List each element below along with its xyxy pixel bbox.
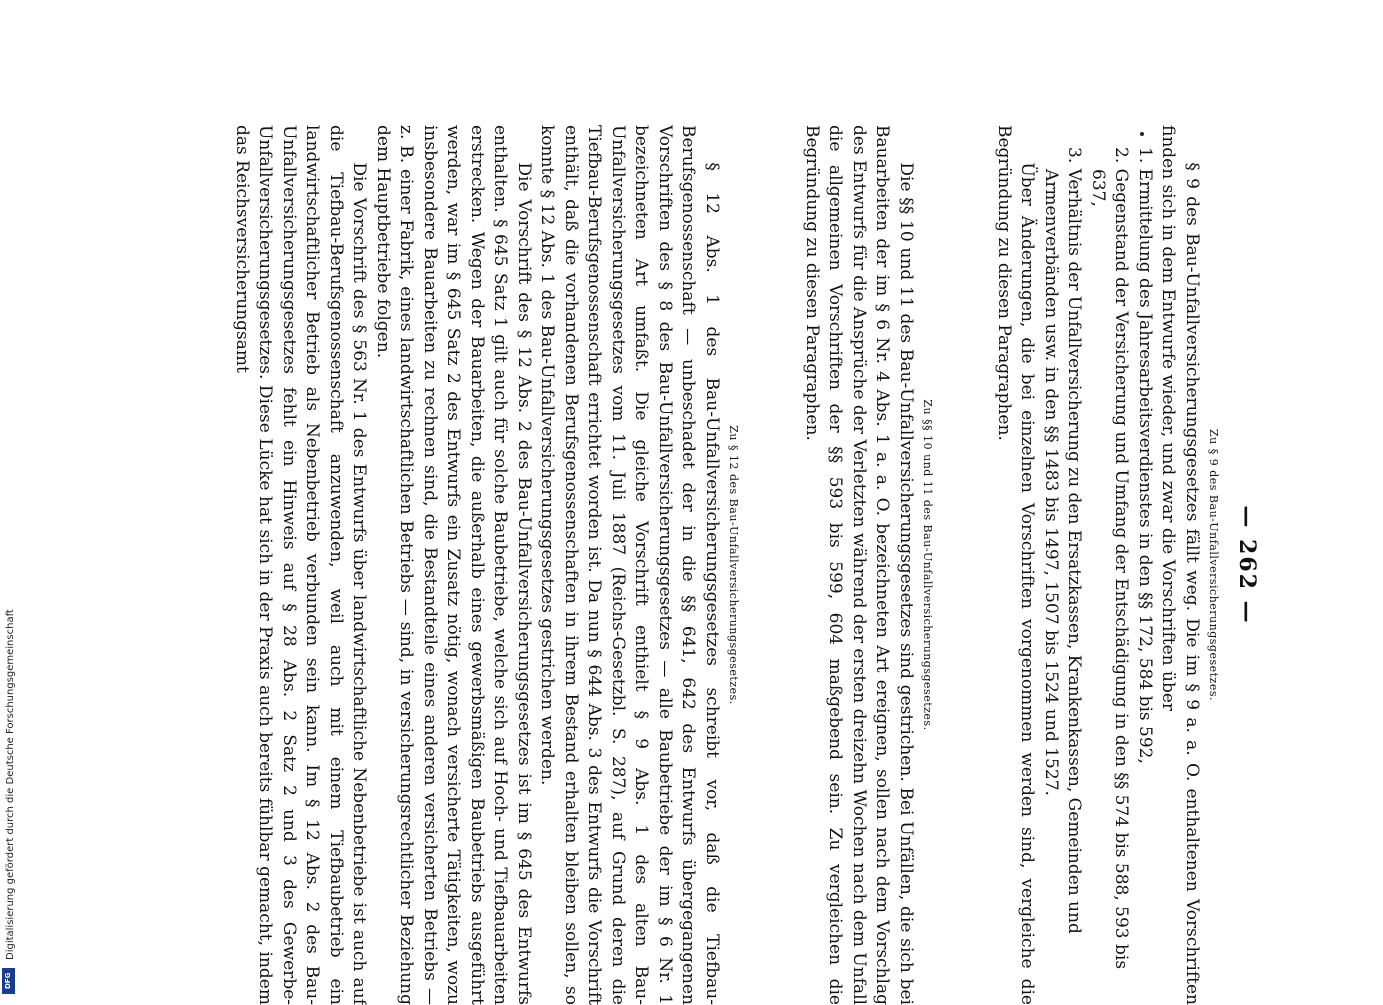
section-zu-9 bbox=[992, 125, 1221, 1005]
section-zu-12 bbox=[230, 125, 741, 1005]
footer-strip bbox=[0, 0, 18, 1000]
paragraph-12-abs2: Die Vorschrift des § 12 Abs. 2 des Bau-Unfallversicherungsgesetzes ist im § 645 des Entwurfs enthalten. § 645 Satz 1 gilt auch für solche Baubetriebe, welche sich auf Hoch- und Tiefbauarbeiten erstrecken. Wegen der Bauarbeiten, die außerhalb eines gewerbsmäßigen Baubetriebs ausgeführt werden, war im § 645 Satz 2 des Entwurfs ein Zusatz nötig, wonach versicherte Tätigkeiten, wozu insbesondere Bauarbeiten zu rechnen sind, die Bestandteile eines anderen versicherten Betriebs — z. B. einer Fabrik, eines landwirtschaftlichen Betriebs — sind, in versicherungsrechtlicher Beziehung dem Hauptbetriebe folgen. bbox=[373, 125, 534, 1005]
rotated-page-content bbox=[150, 125, 1260, 1005]
list-item: 3. Verhältnis der Unfallversicherung zu den Ersatzkassen, Krankenkassen, Gemeinden und Armenverbänden usw. in den §§ 1483 bis 1497, 1507 bis 1524 und 1527. bbox=[1041, 147, 1085, 934]
dfg-logo: DFG bbox=[2, 968, 15, 994]
heading-zu-9: Zu § 9 des Bau-Unfallversicherungsgesetzes. bbox=[1207, 429, 1220, 701]
heading-zu-10-11: Zu §§ 10 und 11 des Bau-Unfallversicherungsgesetzes. bbox=[921, 399, 934, 731]
heading-zu-12: Zu § 12 des Bau-Unfallversicherungsgesetzes. bbox=[727, 425, 740, 705]
provision-list bbox=[1039, 125, 1157, 1005]
paragraph-10-11: Die §§ 10 und 11 des Bau-Unfallversicherungsgesetzes sind gestrichen. Bei Unfällen, die sich bei Bauarbeiten der im § 6 Nr. 4 Abs. 1 a. a. O. bezeichneten Art ereignen, sollen nach dem Vorschlag des Entwurfs für die Ansprüche der Verletzten während der ersten dreizehn Wochen nach dem Unfall die allgemeinen Vorschriften der §§ 593 bis 599, 604 maßgebend sein. Zu vergleichen die Begründung zu diesen Paragraphen. bbox=[802, 125, 916, 1005]
list-item: 2. Gegenstand der Versicherung und Umfang der Entschädigung in den §§ 574 bis 588, 593 bis 637, bbox=[1088, 147, 1132, 970]
page-number: — 262 — bbox=[1234, 505, 1260, 625]
list-item: 1. Ermittelung des Jahresarbeitsverdienstes in den §§ 172, 584 bis 592, bbox=[1135, 147, 1155, 764]
intro-paragraph: § 9 des Bau-Unfallversicherungsgesetzes fällt weg. Die im § 9 a. a. O. enthaltenen Vorschriften finden sich in dem Entwurfe wieder, und zwar die Vorschriften über bbox=[1158, 125, 1202, 1005]
changes-paragraph: Über Änderungen, die bei einzelnen Vorschriften vorgenommen werden sind, vergleiche die Begründung zu diesen Paragraphen. bbox=[994, 125, 1038, 1005]
paragraph-12-abs1: § 12 Abs. 1 des Bau-Unfallversicherungsgesetzes schreibt vor, daß die Tiefbau-Berufsgenossenschaft — unbeschadet der in die §§ 641, 642 des Entwurfs übergegangenen Vorschriften des § 8 des Bau-Unfallversicherungsgesetzes — alle Baubetriebe der im § 6 Nr. 1 bezeichneten Art umfaßt. Die gleiche Vorschrift enthielt § 9 Abs. 1 des alten Bau-Unfallversicherungsgesetzes vom 11. Juli 1887 (Reichs-Gesetzbl. S. 287), auf Grund deren die Tiefbau-Berufsgenossenschaft errichtet worden ist. Da nun § 644 Abs. 3 des Entwurfs die Vorschrift enthält, daß die vorhandenen Berufsgenossenschaften in ihrem Bestand erhalten bleiben sollen, so konnte § 12 Abs. 1 des Bau-Unfallversicherungsgesetzes gestrichen werden. bbox=[537, 125, 722, 1005]
document-page bbox=[150, 125, 1260, 1005]
paragraph-nebenbetriebe: Die Vorschrift des § 563 Nr. 1 des Entwurfs über landwirtschaftliche Nebenbetriebe ist auch auf die Tiefbau-Berufsgenossenschaft anzuwenden, weil auch mit einem Tiefbaubetrieb ein landwirtschaftlicher Betrieb als Nebenbetrieb verbunden sein kann. Im § 12 Abs. 2 des Bau-Unfallversicherungsgesetzes fehlt ein Hinweis auf § 28 Abs. 2 Satz 2 und 3 des Gewerbe-Unfallversicherungsgesetzes. Diese Lücke hat sich in der Praxis auch bereits fühlbar gemacht, indem das Reichsversicherungsamt bbox=[232, 125, 370, 1005]
funding-credit: Digitalisierung gefördert durch die Deutsche Forschungsgemeinschaft bbox=[5, 609, 16, 960]
section-zu-10-11 bbox=[800, 125, 935, 1005]
